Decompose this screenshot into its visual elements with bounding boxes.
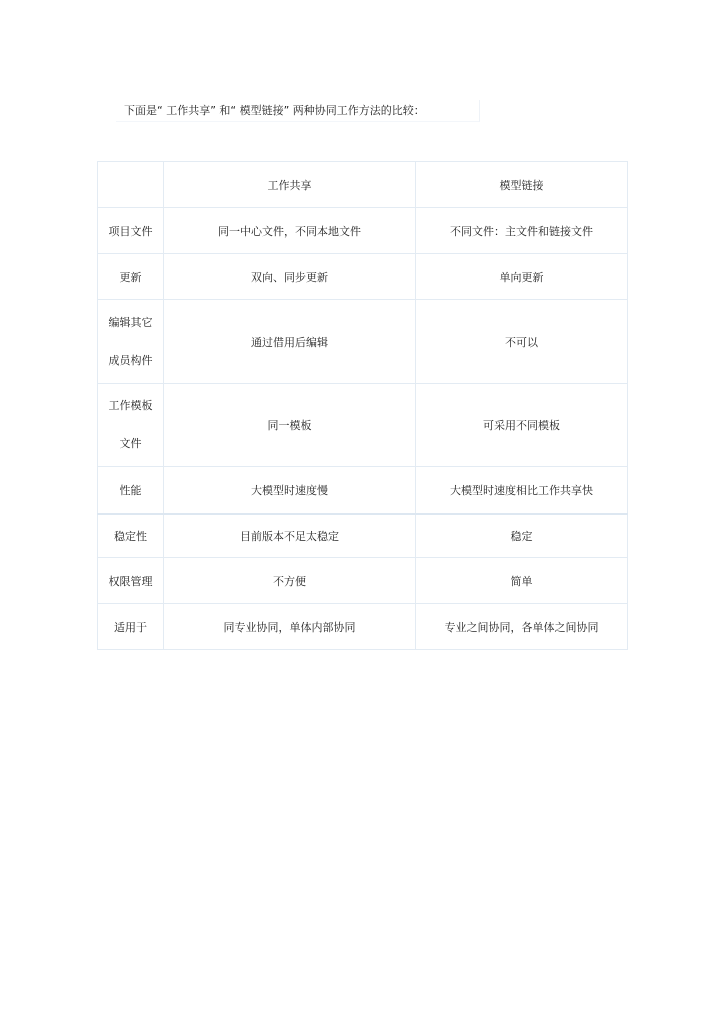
- cell-linking: 不同文件：主文件和链接文件: [416, 208, 628, 254]
- header-cell-empty: [98, 162, 164, 208]
- cell-worksharing: 大模型时速度慢: [164, 467, 416, 514]
- cell-linking: 可采用不同模板: [416, 384, 628, 467]
- cell-worksharing: 不方便: [164, 558, 416, 604]
- cell-worksharing: 同一模板: [164, 384, 416, 467]
- table-header-row: [98, 162, 628, 208]
- row-label: [98, 384, 164, 467]
- row-label: [98, 300, 164, 384]
- cell-linking: 不可以: [416, 300, 628, 384]
- row-label: 项目文件: [98, 208, 164, 254]
- row-label: 更新: [98, 254, 164, 300]
- table-row-template: [98, 384, 628, 467]
- intro-text: 下面是“ 工作共享” 和“ 模型链接” 两种协同工作方法的比较：: [116, 100, 480, 122]
- table-row-permissions: [98, 558, 628, 604]
- cell-worksharing: 同一中心文件，不同本地文件: [164, 208, 416, 254]
- table-row-performance: [98, 467, 628, 514]
- cell-worksharing: 通过借用后编辑: [164, 300, 416, 384]
- cell-linking: 简单: [416, 558, 628, 604]
- header-cell-worksharing: 工作共享: [164, 162, 416, 208]
- row-label: 性能: [98, 467, 164, 514]
- cell-worksharing: 双向、同步更新: [164, 254, 416, 300]
- row-label: 稳定性: [98, 514, 164, 558]
- row-label-line: 成员构件: [108, 353, 153, 367]
- cell-linking: 稳定: [416, 514, 628, 558]
- cell-worksharing: 目前版本不足太稳定: [164, 514, 416, 558]
- header-cell-linking: 模型链接: [416, 162, 628, 208]
- row-label-line: 文件: [119, 437, 142, 450]
- table-row-project-file: [98, 208, 628, 254]
- cell-linking: 专业之间协同，各单体之间协同: [416, 604, 628, 650]
- table-row-applicable: [98, 604, 628, 650]
- table-row-edit-members: [98, 300, 628, 384]
- cell-linking: 单向更新: [416, 254, 628, 300]
- comparison-table: [97, 161, 628, 650]
- cell-linking: 大模型时速度相比工作共享快: [416, 467, 628, 514]
- row-label-line: 编辑其它: [108, 315, 153, 329]
- table-row-stability: [98, 514, 628, 558]
- row-label-line: 工作模板: [108, 399, 153, 412]
- cell-worksharing: 同专业协同，单体内部协同: [164, 604, 416, 650]
- table-row-update: [98, 254, 628, 300]
- row-label: 权限管理: [98, 558, 164, 604]
- row-label: 适用于: [98, 604, 164, 650]
